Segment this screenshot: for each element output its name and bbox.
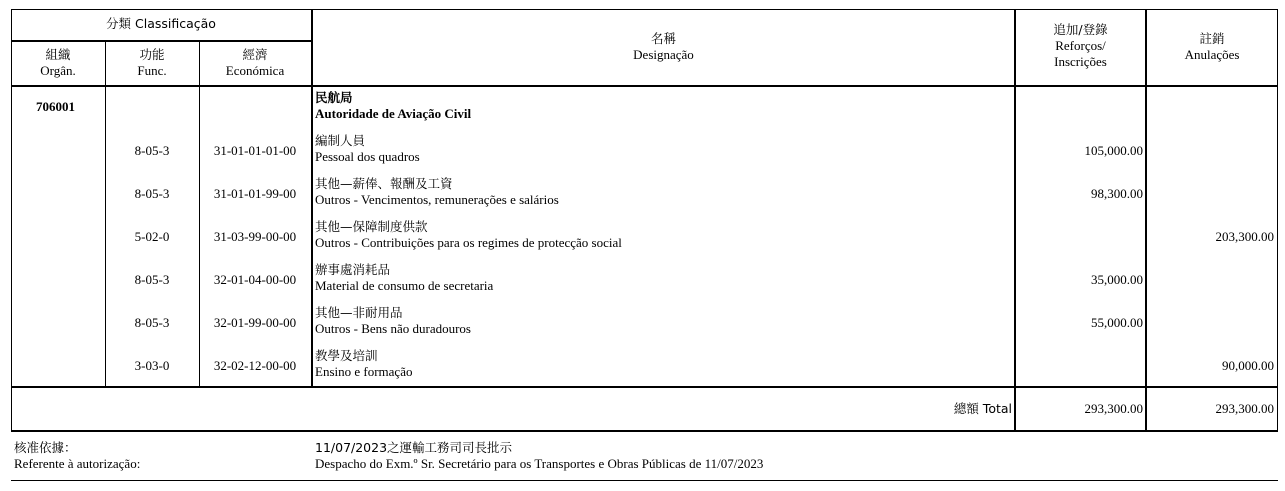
econ-code: 32-02-12-00-00 <box>213 358 297 373</box>
designation: 其他—薪俸、報酬及工資 Outros - Vencimentos, remunerações e salários <box>315 176 559 207</box>
organ-header: 組織 Orgân. <box>40 47 76 78</box>
func-econ-divider <box>199 41 200 387</box>
anulacoes-header: 註銷 Anulações <box>1184 31 1240 62</box>
econ-desig-divider <box>311 9 313 387</box>
body-bottom-border <box>11 386 1278 388</box>
reforco-value: 98,300.00 <box>1091 186 1143 201</box>
classification-header: 分類 Classificação <box>106 16 216 31</box>
designation: 教學及培訓 Ensino e formação <box>315 348 413 379</box>
func-code: 8-05-3 <box>134 143 170 158</box>
func-code: 8-05-3 <box>134 272 170 287</box>
designation: 編制人員 Pessoal dos quadros <box>315 133 420 164</box>
reforco-value: 105,000.00 <box>1084 143 1143 158</box>
page-bottom-border <box>11 480 1278 481</box>
entity-code: 706001 <box>36 99 75 114</box>
econ-header: 經濟 Económica <box>225 47 285 78</box>
func-code: 8-05-3 <box>134 315 170 330</box>
econ-code: 32-01-04-00-00 <box>213 272 297 287</box>
func-code: 5-02-0 <box>134 229 170 244</box>
table-right-border <box>1277 9 1278 431</box>
func-code: 8-05-3 <box>134 186 170 201</box>
func-header: 功能 Func. <box>137 47 167 78</box>
classification-divider <box>11 40 311 42</box>
entity-name: 民航局 Autoridade de Aviação Civil <box>315 90 472 121</box>
anulacao-value: 203,300.00 <box>1215 229 1274 244</box>
header-bottom-border <box>11 85 1278 87</box>
total-reforcos: 293,300.00 <box>1084 401 1143 416</box>
designation: 其他—非耐用品 Outros - Bens não duradouros <box>315 305 471 336</box>
desig-reforco-divider <box>1014 9 1016 431</box>
econ-code: 31-01-01-99-00 <box>213 186 297 201</box>
econ-code: 31-03-99-00-00 <box>213 229 297 244</box>
econ-code: 31-01-01-01-00 <box>213 143 297 158</box>
total-bottom-border <box>11 430 1278 432</box>
authorization-text: 11/07/2023之運輸工務司司長批示 Despacho do Exm.º Sr. Secretário para os Transportes e Obras Públicas de 11/07/2023 <box>315 440 764 471</box>
total-left-border <box>11 387 12 431</box>
designation: 其他—保障制度供款 Outros - Contribuições para os regimes de protecção social <box>315 219 622 250</box>
func-code: 3-03-0 <box>134 358 170 373</box>
reforco-value: 55,000.00 <box>1091 315 1143 330</box>
anulacao-value: 90,000.00 <box>1222 358 1274 373</box>
designation: 辦事處消耗品 Material de consumo de secretaria <box>315 262 494 293</box>
designacao-header: 名稱 Designação <box>633 31 694 62</box>
reforcos-header: 追加/登錄 Reforços/ Inscrições <box>1053 22 1108 69</box>
reforco-value: 35,000.00 <box>1091 272 1143 287</box>
total-anulacoes: 293,300.00 <box>1215 401 1274 416</box>
organ-func-divider <box>105 41 106 387</box>
table-top-border <box>11 9 1278 10</box>
econ-code: 32-01-99-00-00 <box>213 315 297 330</box>
total-label: 總額 Total <box>953 401 1012 416</box>
authorization-label: 核准依據： Referente à autorização: <box>14 440 141 471</box>
